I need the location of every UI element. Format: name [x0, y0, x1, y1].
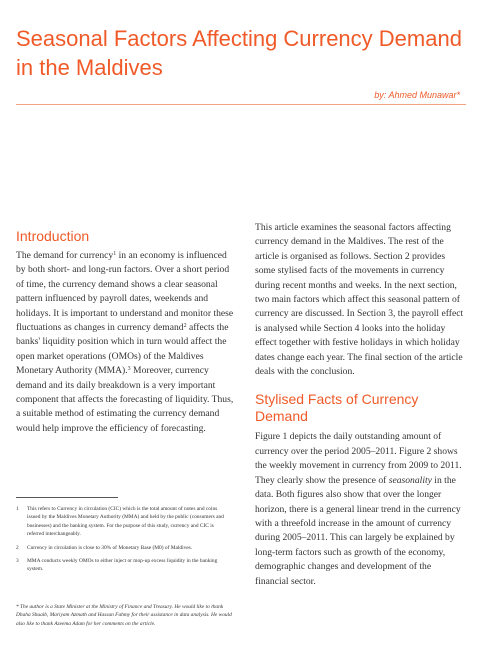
introduction-heading: Introduction	[16, 228, 90, 244]
overview-paragraph: This article examines the seasonal factors affecting currency demand in the Maldives. The rest of the article is organised as follows. Section 2 provides some stylised facts of the movements in currency during recent months and weeks. In the next section, two main factors which affect this seasonal pattern of currency are discussed. In Section 3, the payroll effect is analysed while Section 4 looks into the holiday effect together with festive holidays in which holiday dates change each year. The final section of the article deals with the conclusion.	[255, 222, 464, 378]
intro-text-part-3: affects the banks' liquidity position which in turn would affect the open market operations (OMOs) of the Maldives Monetary Authority (MMA).	[16, 322, 229, 377]
footnote-text: MMA conducts weekly OMOs to either inject or mop-up excess liquidity in the banking system.	[27, 558, 218, 573]
footnote	[16, 505, 232, 539]
footnote-number: 1	[16, 506, 19, 512]
introduction-paragraph	[16, 249, 234, 436]
footnote-ref-1: 1	[113, 251, 117, 257]
article-title: Seasonal Factors Affecting Currency Demand in the Maldives	[16, 26, 462, 80]
footnote-ref-2: 2	[183, 323, 187, 330]
stylised-facts-paragraph	[255, 430, 465, 588]
left-column	[16, 228, 234, 436]
footnote-divider	[16, 497, 118, 498]
footnote-text: Currency in circulation is close to 30% of Monetary Base (M0) of Maldives.	[27, 544, 193, 551]
author-note: * The author is a State Minister at the Ministry of Finance and Treasury. He would like to thank Dhaha Shuaib, Mariyam Azmath and Hassan Fahmy for their assistance in data analysis. He would also like to thank Azeema Adam for her comments on the article.	[16, 604, 232, 627]
stylised-emphasis: seasonality	[388, 474, 432, 486]
footnote-number: 2	[16, 544, 19, 551]
footnotes	[16, 505, 232, 579]
footnote	[16, 544, 232, 552]
intro-text-part-2: in an economy is influenced by both short- and long-run factors. Over a short period of time, the currency demand shows a clear seasonal pattern influenced by payroll dates, weekends and holidays. It is important to understand and monitor these fluctuations as changes in currency demand	[16, 250, 234, 334]
stylised-text-before: Figure 1 depicts the daily outstanding amount of currency over the period 2005–2011. Figure 2 shows the weekly movement in currency from 2009 to 2011. They clearly show the presence of	[255, 431, 462, 486]
stylised-text-after: in the data. Both figures also show that over the longer horizon, there is a general linear trend in the currency with a threefold increase in the amount of currency during 2005–2011. This can largely be explained by long-term factors such as growth of the economy, demographic changes and development of the financial sector.	[255, 474, 461, 587]
right-column	[255, 221, 465, 589]
stylised-facts-heading: Stylised Facts of Currency Demand	[255, 391, 419, 425]
intro-text-part-4: Moreover, currency demand and its daily breakdown is a very important component that affects the forecasting of liquidity. Thus, a suitable method of estimating the currency demand would help improve the efficiency of forecasting.	[16, 365, 234, 434]
footnote	[16, 557, 232, 574]
footnote-text: This refers to Currency in circulation (CIC) which is the total amount of notes and coins issued by the Maldives Monetary Authority (MMA) and held by the public (consumers and businesses) and the banking system. For the purpose of this study, currency and CIC is referred interchangeably.	[27, 506, 224, 538]
footnote-ref-3: 3	[127, 366, 131, 373]
header-divider	[16, 104, 466, 105]
author-byline: by: Ahmed Munawar*	[374, 90, 460, 100]
footnote-number: 3	[16, 558, 19, 565]
intro-text-part-1: The demand for currency	[16, 250, 114, 261]
